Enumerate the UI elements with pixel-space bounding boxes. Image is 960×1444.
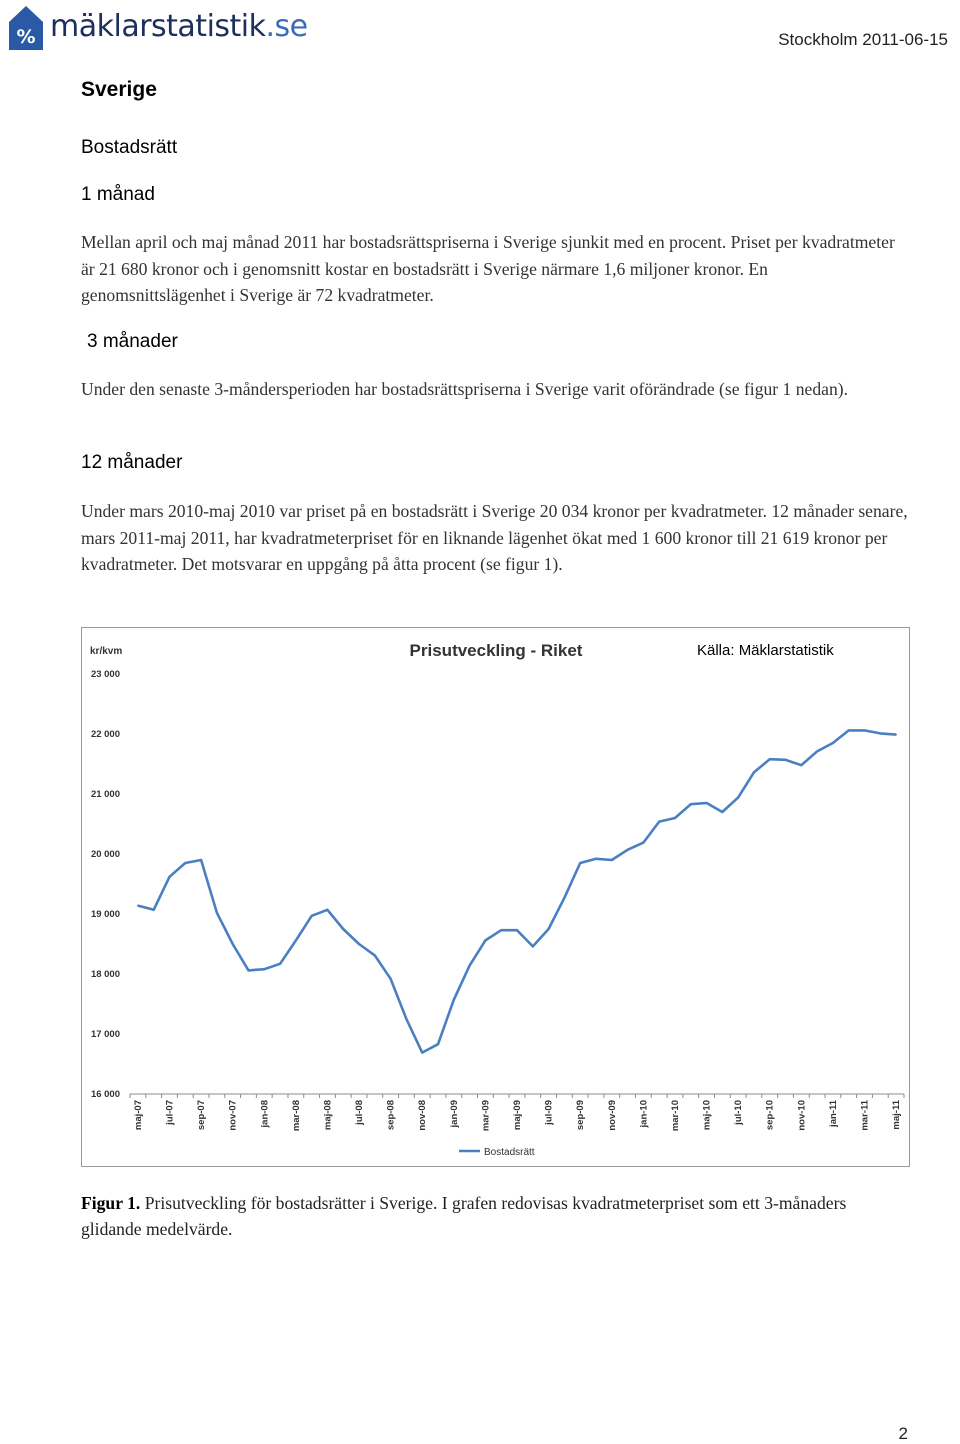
data-point	[216, 912, 218, 914]
series-line-bostadsratt	[138, 730, 896, 1052]
x-tick-label: nov-10	[796, 1100, 808, 1131]
data-point	[500, 929, 502, 931]
data-point	[327, 909, 329, 911]
data-point	[469, 965, 471, 967]
x-tick-label: maj-09	[512, 1100, 523, 1131]
heading-1-manad: 1 månad	[81, 184, 155, 205]
chart-source: Källa: Mäklarstatistik	[697, 642, 834, 659]
chart-legend	[459, 1147, 535, 1158]
data-point	[295, 940, 297, 942]
data-point	[864, 730, 866, 732]
x-tick-label: maj-08	[322, 1100, 334, 1131]
x-tick-label: jul-10	[733, 1100, 745, 1125]
data-point	[485, 940, 487, 942]
y-axis-ticks	[91, 669, 120, 1100]
data-point	[169, 876, 171, 878]
data-point	[184, 862, 186, 864]
data-point	[232, 943, 234, 945]
x-tick-label: jul-08	[354, 1100, 366, 1125]
data-point	[816, 751, 818, 753]
y-tick-label: 17 000	[90, 1029, 120, 1040]
data-point	[611, 859, 613, 861]
logo-tld: .se	[265, 9, 308, 44]
data-point	[832, 742, 834, 744]
report-date: Stockholm 2011-06-15	[778, 30, 948, 49]
logo-name: mäklarstatistik	[50, 9, 266, 44]
x-tick-label: jul-07	[164, 1100, 176, 1125]
section-subtitle: Bostadsrätt	[81, 137, 178, 158]
data-point	[311, 915, 313, 917]
x-tick-label: maj-11	[891, 1100, 903, 1130]
y-tick-label: 22 000	[90, 729, 120, 740]
data-point	[421, 1052, 423, 1054]
chart-ylabel: kr/kvm	[90, 646, 123, 657]
x-tick-label: jan-08	[259, 1100, 271, 1128]
data-point	[453, 999, 455, 1001]
x-tick-label: jan-09	[448, 1100, 460, 1128]
data-point	[516, 929, 518, 931]
x-tick-label: jul-09	[543, 1100, 555, 1125]
data-point	[374, 955, 376, 957]
x-tick-label: nov-07	[227, 1100, 239, 1131]
y-tick-label: 18 000	[90, 969, 120, 980]
data-point	[627, 849, 629, 851]
x-tick-label: mar-11	[859, 1100, 871, 1131]
data-point	[279, 963, 281, 965]
paragraph-12-manader: Under mars 2010-maj 2010 var priset på en bostadsrätt i Sverige 20 034 kronor per kvadratmeter. 12 månader senare, mars 2011-maj 2011, har kvadratmeterpriset för en liknande lägenhet ökat med 1 600 kronor till 21 619 kronor per kvadratmeter. Det motsvarar en uppgång på åtta procent (se figur 1).	[81, 501, 908, 574]
x-tick-label: jan-11	[827, 1100, 839, 1127]
y-tick-label: 16 000	[90, 1089, 120, 1100]
x-axis-tick-labels	[133, 1099, 902, 1131]
data-point	[706, 802, 708, 804]
price-chart	[81, 627, 910, 1167]
page-number: 2	[898, 1424, 908, 1443]
x-tick-label: mar-08	[290, 1100, 302, 1132]
data-point	[674, 817, 676, 819]
heading-12-manader: 12 månader	[81, 452, 183, 473]
data-point	[785, 759, 787, 761]
data-point	[721, 811, 723, 813]
x-tick-label: maj-07	[132, 1100, 144, 1131]
chart-series	[137, 730, 897, 1054]
x-tick-label: nov-08	[417, 1100, 429, 1131]
data-point	[690, 803, 692, 805]
y-tick-label: 21 000	[90, 789, 120, 800]
data-point	[769, 758, 771, 760]
price-chart-svg	[82, 628, 909, 1166]
data-point	[848, 730, 850, 732]
data-point	[137, 905, 139, 907]
data-point	[390, 978, 392, 980]
x-tick-label: mar-10	[669, 1100, 681, 1132]
legend-label: Bostadsrätt	[484, 1147, 535, 1158]
heading-3-manader: 3 månader	[87, 331, 178, 352]
chart-title: Prisutveckling - Riket	[409, 641, 583, 660]
figure-caption-text: Prisutveckling för bostadsrätter i Sverige. I grafen redovisas kvadratmeterpriset som ett 3-månaders glidande medelvärde.	[81, 1193, 847, 1239]
data-point	[563, 897, 565, 899]
y-tick-label: 19 000	[90, 909, 120, 920]
house-percent-icon	[6, 2, 46, 52]
y-tick-label: 23 000	[90, 669, 120, 680]
paragraph-3-manader: Under den senaste 3-måndersperioden har bostadsrättspriserna i Sverige varit oförändrade (se figur 1 nedan).	[81, 379, 849, 399]
data-point	[879, 733, 881, 735]
x-tick-label: sep-10	[764, 1100, 776, 1131]
y-tick-label: 20 000	[90, 849, 120, 860]
data-point	[658, 821, 660, 823]
x-axis	[130, 1094, 904, 1098]
figure-label: Figur 1.	[81, 1193, 141, 1213]
svg-text:%: %	[16, 26, 36, 48]
logo[interactable]	[6, 2, 308, 52]
data-point	[200, 859, 202, 861]
data-point	[737, 797, 739, 799]
x-tick-label: maj-10	[701, 1100, 713, 1131]
page-title: Sverige	[81, 78, 157, 101]
logo-wordmark	[50, 9, 308, 44]
data-point	[753, 772, 755, 774]
data-point	[153, 909, 155, 911]
x-tick-label: sep-08	[385, 1100, 397, 1131]
data-point	[263, 968, 265, 970]
data-point	[579, 862, 581, 864]
data-point	[595, 858, 597, 860]
x-tick-label: nov-09	[606, 1100, 618, 1131]
data-point	[358, 943, 360, 945]
x-tick-label: jan-10	[638, 1100, 650, 1128]
paragraph-1-manad: Mellan april och maj månad 2011 har bostadsrättspriserna i Sverige sjunkit med en procent. Priset per kvadratmeter är 21 680 kronor och i genomsnitt kostar en bostadsrätt i Sverige närmare 1,6 miljoner kronor. En genomsnittslägenhet i Sverige är 72 kvadratmeter.	[81, 232, 895, 305]
data-point	[548, 928, 550, 930]
data-point	[532, 946, 534, 948]
x-tick-label: sep-09	[575, 1100, 587, 1131]
data-point	[437, 1043, 439, 1045]
data-point	[248, 970, 250, 972]
x-tick-label: sep-07	[196, 1100, 208, 1131]
data-point	[406, 1018, 408, 1020]
x-tick-label: mar-09	[480, 1100, 492, 1132]
data-point	[800, 764, 802, 766]
figure-caption	[81, 1190, 911, 1242]
data-point	[642, 842, 644, 844]
data-point	[342, 928, 344, 930]
data-point	[895, 734, 897, 736]
